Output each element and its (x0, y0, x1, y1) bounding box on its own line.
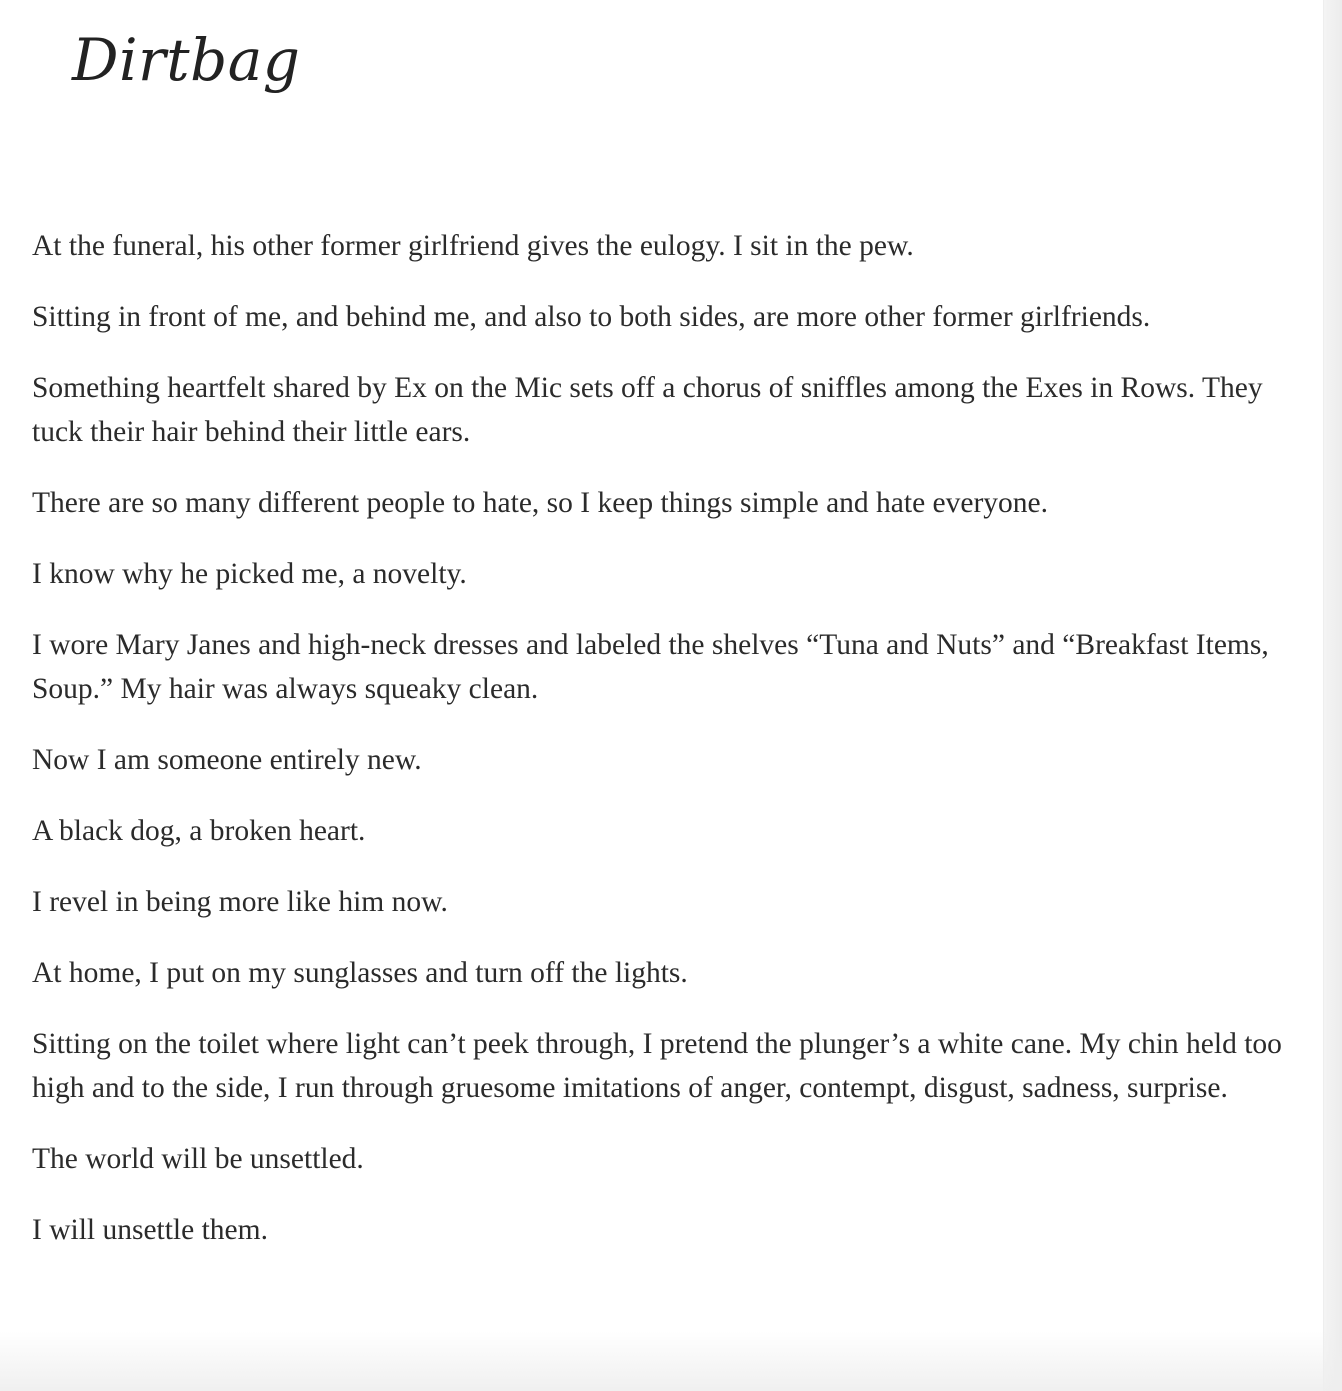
window-edge (1323, 0, 1342, 1391)
paragraph: The world will be unsettled. (32, 1143, 364, 1175)
story-title: Dirtbag (72, 26, 301, 94)
paragraph: A black dog, a broken heart. (32, 815, 366, 847)
paragraph: I wore Mary Janes and high-neck dresses and labeled the shelves “Tuna and Nuts” and “Breakfast Items, Soup.” My hair was always squeaky clean. (32, 629, 1269, 705)
paragraph: At the funeral, his other former girlfriend gives the eulogy. I sit in the pew. (32, 230, 914, 262)
paragraph: Sitting on the toilet where light can’t peek through, I pretend the plunger’s a white cane. My chin held too high and to the side, I run through gruesome imitations of anger, contempt, disgust, sadness, surprise. (32, 1028, 1282, 1104)
paragraph: I will unsettle them. (32, 1214, 268, 1246)
paragraph: At home, I put on my sunglasses and turn off the lights. (32, 957, 688, 989)
paragraph: There are so many different people to hate, so I keep things simple and hate everyone. (32, 487, 1049, 519)
paragraph: I revel in being more like him now. (32, 886, 448, 918)
bottom-shadow (0, 1331, 1342, 1391)
paragraph: Sitting in front of me, and behind me, and also to both sides, are more other former girlfriends. (32, 301, 1151, 333)
paragraph: Now I am someone entirely new. (32, 744, 422, 776)
story-body (32, 224, 1297, 1279)
paragraph: Something heartfelt shared by Ex on the Mic sets off a chorus of sniffles among the Exes in Rows. They tuck their hair behind their little ears. (32, 372, 1263, 448)
paragraph: I know why he picked me, a novelty. (32, 558, 467, 590)
